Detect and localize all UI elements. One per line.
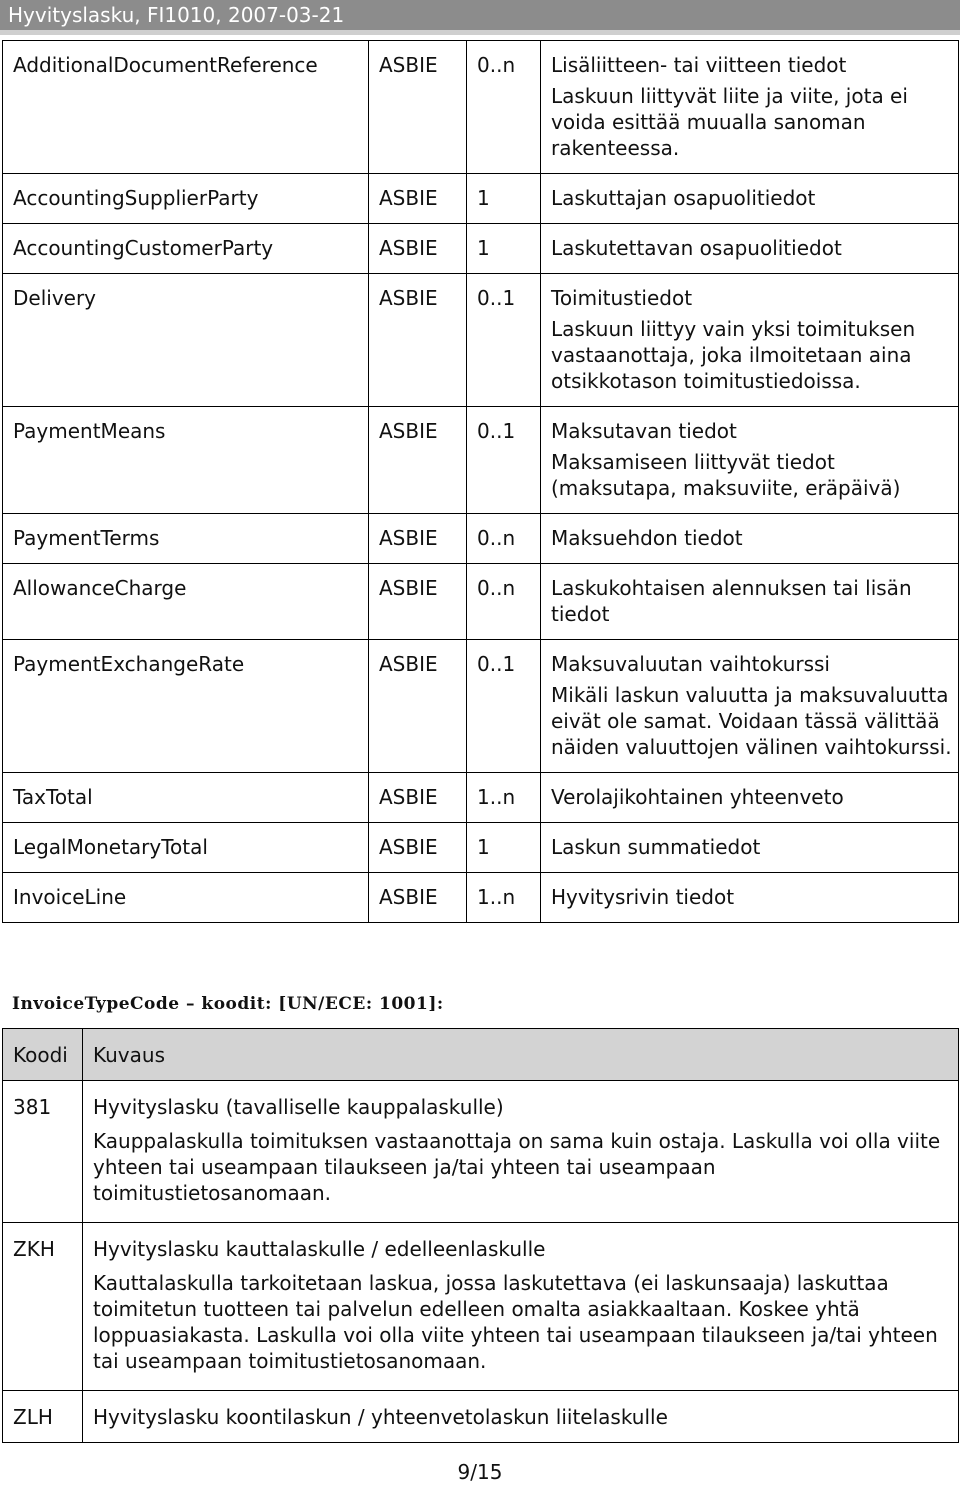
empty-cell (369, 449, 467, 514)
element-name: AccountingSupplierParty (3, 174, 369, 224)
code-title: Hyvityslasku (tavalliselle kauppalaskulle) (83, 1081, 959, 1129)
element-row (3, 174, 959, 224)
page-header (0, 0, 960, 30)
element-type: ASBIE (369, 174, 467, 224)
element-cardinality: 0..n (467, 41, 541, 84)
element-row (3, 823, 959, 873)
element-row (3, 640, 959, 683)
element-title: Laskuttajan osapuolitiedot (541, 174, 959, 224)
element-row (3, 274, 959, 317)
element-desc-row (3, 83, 959, 174)
element-title: Hyvitysrivin tiedot (541, 873, 959, 923)
code-row (3, 1223, 959, 1271)
element-cardinality: 1 (467, 224, 541, 274)
element-cardinality: 1..n (467, 873, 541, 923)
code-description: Kauttalaskulla tarkoitetaan laskua, jossa laskutettava (ei laskunsaaja) laskuttaa toimitetun tuotteen tai palvelun edelleen omalta asiakkaaltaan. Koskee yhtä loppuasiakasta. Laskulla voi olla viite yhteen tai useampaan tilaukseen ja/tai yhteen tai useampaan toimitustietosanomaan. (83, 1270, 959, 1391)
code-title: Hyvityslasku kauttalaskulle / edelleenlaskulle (83, 1223, 959, 1271)
element-cardinality: 0..1 (467, 407, 541, 450)
element-title: Lisäliitteen- tai viitteen tiedot (541, 41, 959, 84)
element-name: PaymentExchangeRate (3, 640, 369, 683)
element-type: ASBIE (369, 514, 467, 564)
element-name: PaymentMeans (3, 407, 369, 450)
code-desc-row (3, 1128, 959, 1223)
element-row (3, 514, 959, 564)
element-cardinality: 0..n (467, 514, 541, 564)
element-row (3, 773, 959, 823)
element-cardinality: 1..n (467, 773, 541, 823)
empty-cell (369, 83, 467, 174)
element-description: Maksamiseen liittyvät tiedot (maksutapa, maksuviite, eräpäivä) (541, 449, 959, 514)
element-cardinality: 0..1 (467, 640, 541, 683)
document-title: Hyvityslasku, FI1010, 2007-03-21 (8, 3, 345, 27)
element-type: ASBIE (369, 640, 467, 683)
empty-cell (3, 83, 369, 174)
element-description: Mikäli laskun valuutta ja maksuvaluutta eivät ole samat. Voidaan tässä välittää näiden valuuttojen välinen vaihtokurssi. (541, 682, 959, 773)
codes-header-row (3, 1029, 959, 1081)
empty-cell (467, 682, 541, 773)
element-row (3, 41, 959, 84)
empty-cell (369, 682, 467, 773)
code-description: Kauppalaskulla toimituksen vastaanottaja on sama kuin ostaja. Laskulla voi olla viite yhteen tai useampaan tilaukseen ja/tai yhteen tai useampaan toimitustietosanomaan. (83, 1128, 959, 1223)
element-title: Maksuehdon tiedot (541, 514, 959, 564)
element-title: Maksutavan tiedot (541, 407, 959, 450)
element-title: Maksuvaluutan vaihtokurssi (541, 640, 959, 683)
element-desc-row (3, 682, 959, 773)
element-row (3, 407, 959, 450)
code-row (3, 1081, 959, 1129)
empty-cell (467, 83, 541, 174)
element-type: ASBIE (369, 873, 467, 923)
empty-cell (369, 316, 467, 407)
empty-cell (3, 682, 369, 773)
code-value: ZLH (3, 1391, 83, 1443)
element-type: ASBIE (369, 41, 467, 84)
element-cardinality: 0..n (467, 564, 541, 640)
element-type: ASBIE (369, 224, 467, 274)
element-name: PaymentTerms (3, 514, 369, 564)
element-name: AdditionalDocumentReference (3, 41, 369, 84)
page-number: 9/15 (457, 1460, 503, 1484)
element-cardinality: 1 (467, 174, 541, 224)
element-name: LegalMonetaryTotal (3, 823, 369, 873)
codes-table (2, 1028, 959, 1443)
element-cardinality: 0..1 (467, 274, 541, 317)
element-name: Delivery (3, 274, 369, 317)
element-title: Laskutettavan osapuolitiedot (541, 224, 959, 274)
empty-cell (467, 316, 541, 407)
element-title: Laskukohtaisen alennuksen tai lisän tiedot (541, 564, 959, 640)
element-type: ASBIE (369, 274, 467, 317)
codes-header-code: Koodi (3, 1029, 83, 1081)
element-name: TaxTotal (3, 773, 369, 823)
code-value: 381 (3, 1081, 83, 1223)
code-row (3, 1391, 959, 1443)
element-name: InvoiceLine (3, 873, 369, 923)
element-type: ASBIE (369, 823, 467, 873)
empty-cell (3, 316, 369, 407)
element-desc-row (3, 449, 959, 514)
code-desc-row (3, 1270, 959, 1391)
element-type: ASBIE (369, 407, 467, 450)
code-title: Hyvityslasku koontilaskun / yhteenvetolaskun liitelaskulle (83, 1391, 959, 1443)
empty-cell (467, 449, 541, 514)
empty-cell (3, 449, 369, 514)
element-name: AllowanceCharge (3, 564, 369, 640)
element-cardinality: 1 (467, 823, 541, 873)
element-row (3, 873, 959, 923)
header-rule (0, 30, 960, 35)
element-type: ASBIE (369, 773, 467, 823)
element-title: Verolajikohtainen yhteenveto (541, 773, 959, 823)
element-desc-row (3, 316, 959, 407)
element-description: Laskuun liittyvät liite ja viite, jota ei voida esittää muualla sanoman rakenteessa. (541, 83, 959, 174)
elements-table (2, 40, 959, 923)
element-title: Laskun summatiedot (541, 823, 959, 873)
element-row (3, 224, 959, 274)
codes-heading: InvoiceTypeCode – koodit: [UN/ECE: 1001]: (12, 994, 444, 1014)
element-description: Laskuun liittyy vain yksi toimituksen vastaanottaja, joka ilmoitetaan aina otsikkotason toimitustiedoissa. (541, 316, 959, 407)
codes-header-desc: Kuvaus (83, 1029, 959, 1081)
code-value: ZKH (3, 1223, 83, 1391)
element-title: Toimitustiedot (541, 274, 959, 317)
element-row (3, 564, 959, 640)
element-type: ASBIE (369, 564, 467, 640)
element-name: AccountingCustomerParty (3, 224, 369, 274)
